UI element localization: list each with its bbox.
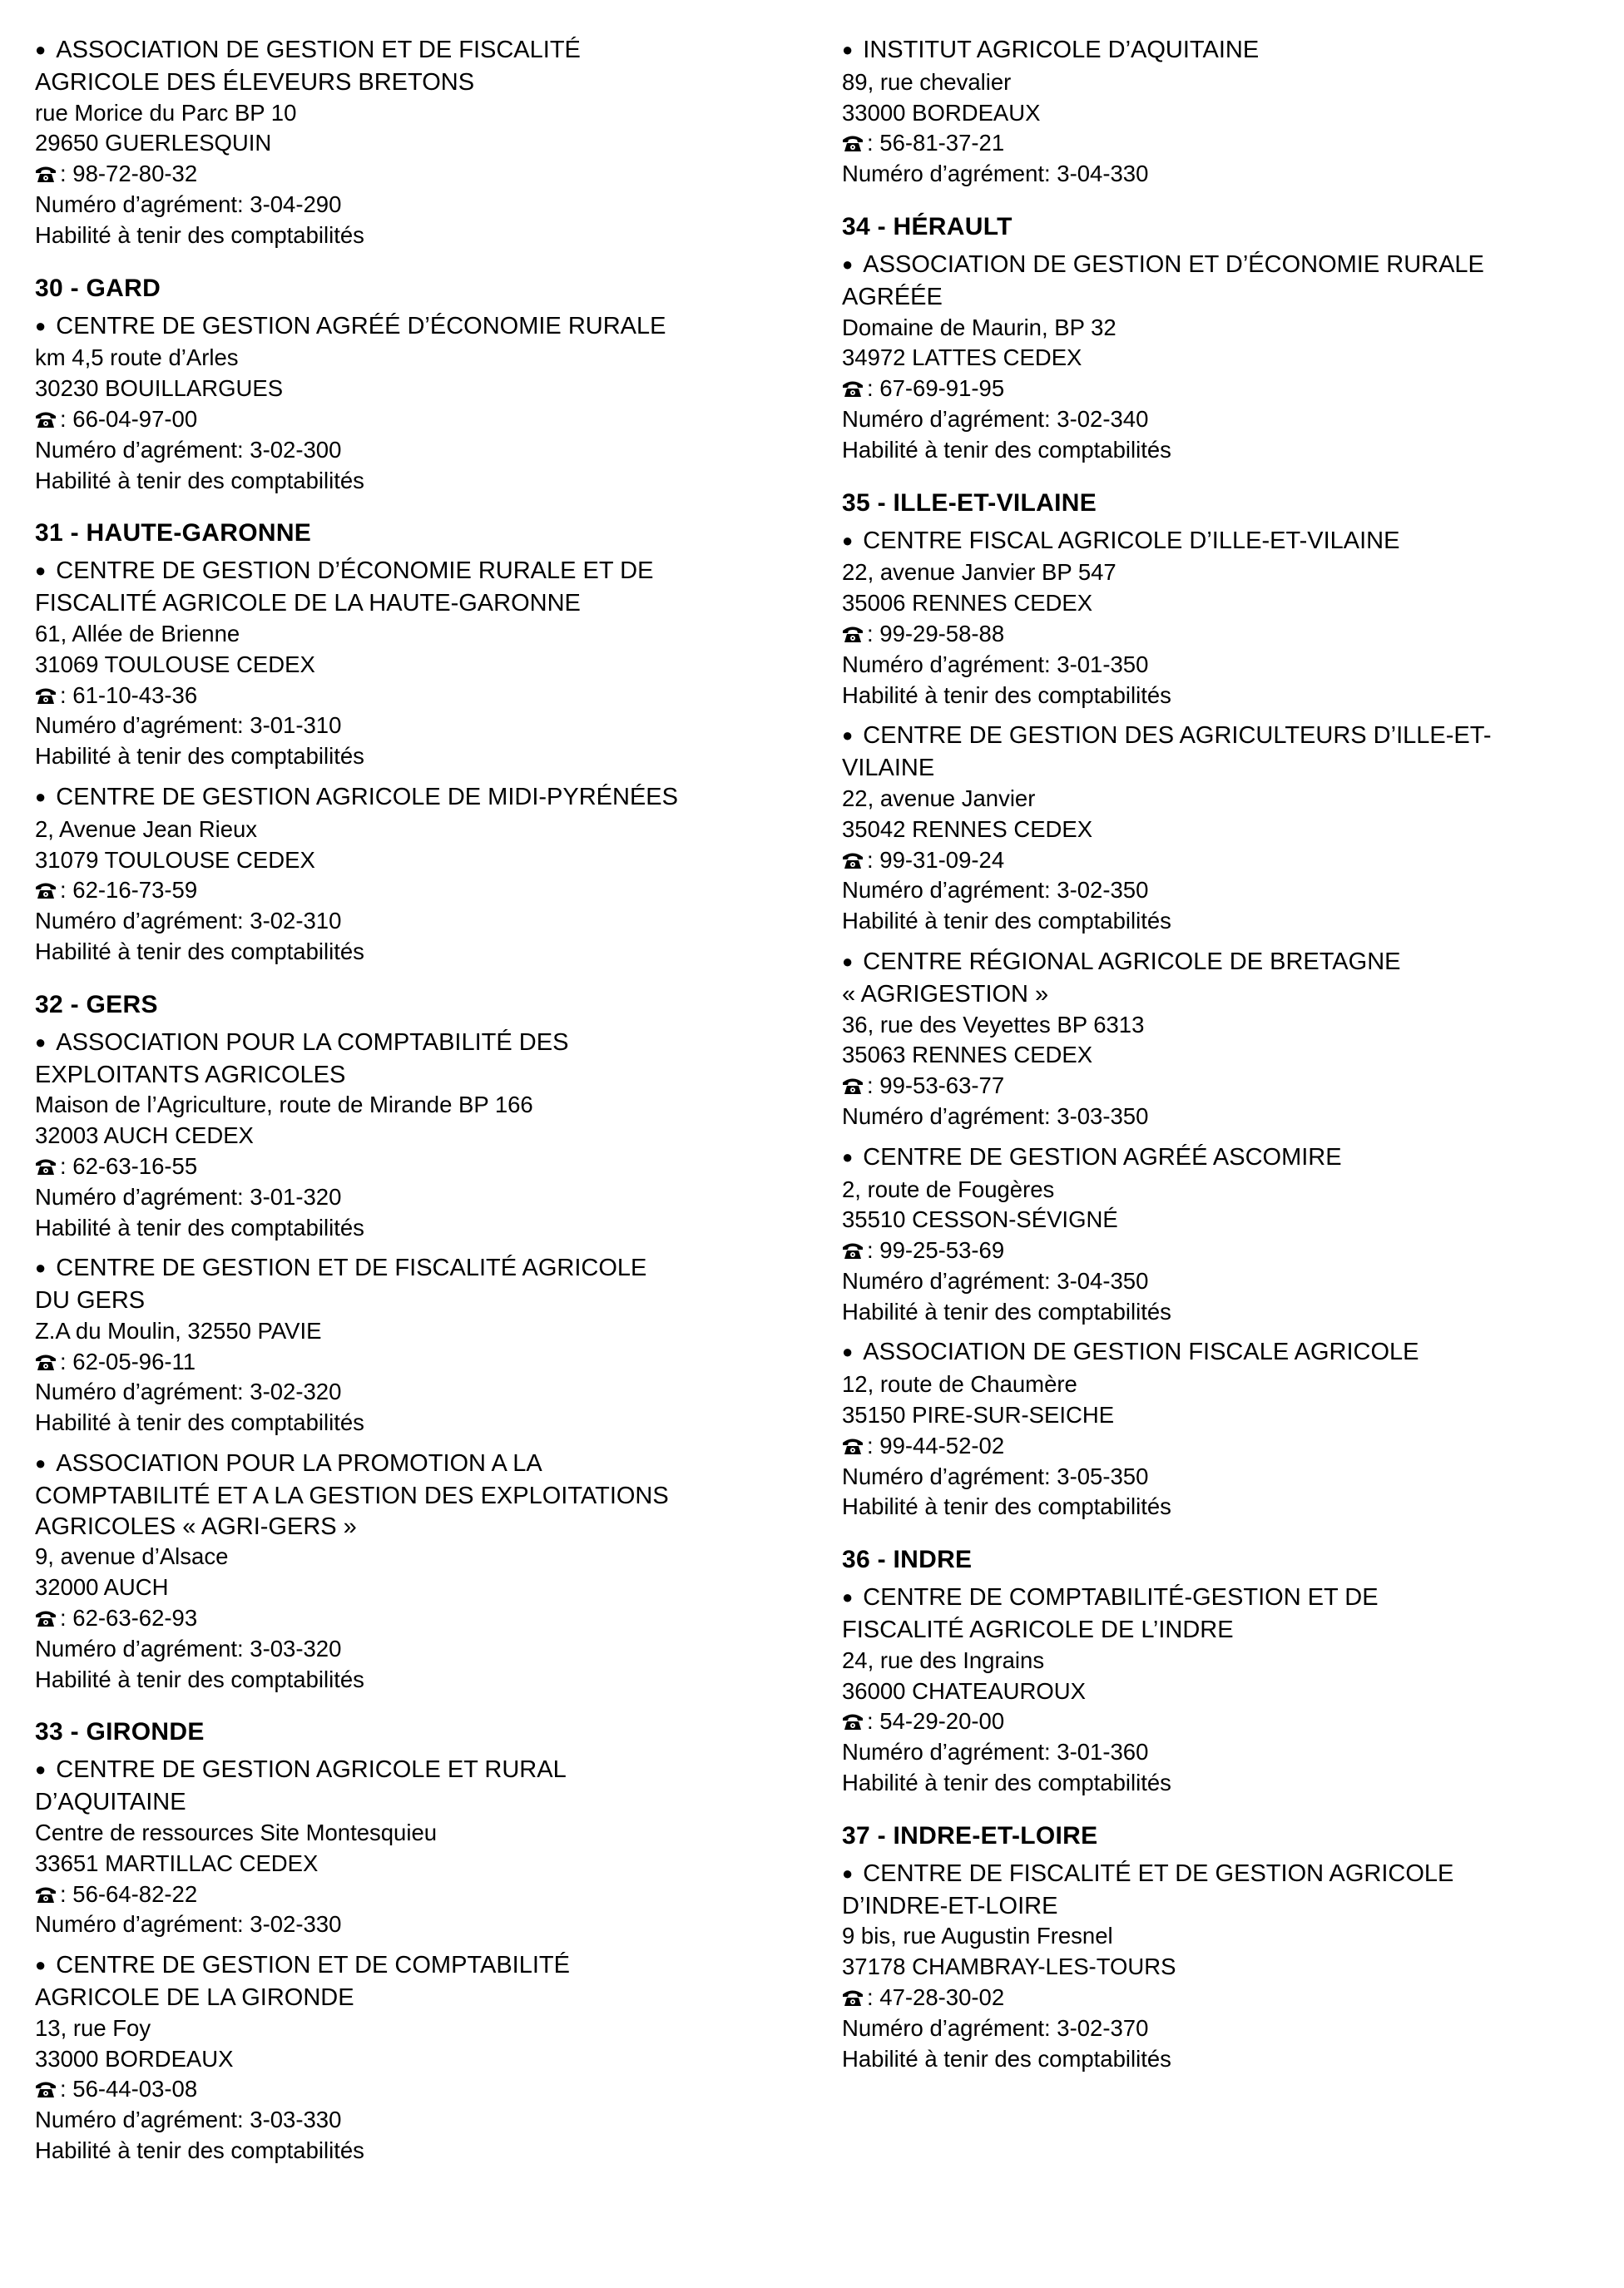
entry-address-line: 89, rue chevalier [842,68,1012,95]
phone-number: : 98-72-80-32 [60,161,198,187]
entry-name-line: ● CENTRE DE GESTION ET DE FISCALITÉ AGRICOLE [35,1253,834,1285]
telephone-icon [842,621,864,639]
listing-entry [842,1859,1624,2075]
entry-name-line: ● ASSOCIATION POUR LA COMPTABILITÉ DES [35,1028,834,1060]
entry-phone [842,845,1624,876]
phone-number: : 62-63-16-55 [60,1152,198,1179]
phone-number: : 99-25-53-69 [867,1237,1005,1264]
entry-name-line: ● CENTRE DE GESTION AGRICOLE DE MIDI-PYRÉNÉES [35,782,834,815]
telephone-icon [35,1881,57,1899]
department-heading: 30 - GARD [35,274,161,302]
listing-entry [35,35,834,251]
entry-phone [842,128,1624,159]
entry-habilitation: Habilité à tenir des comptabilités [35,938,364,964]
entry-address-line: 36000 CHATEAUROUX [842,1677,1086,1704]
listing-entry [842,721,1624,937]
entry-habilitation: Habilité à tenir des comptabilités [35,743,364,770]
entry-agrement-number: Numéro d’agrément: 3-02-300 [35,436,342,463]
entry-phone [35,404,834,435]
phone-number: : 99-53-63-77 [867,1072,1005,1099]
entry-name-line: ● CENTRE DE GESTION ET DE COMPTABILITÉ [35,1950,834,1983]
entry-name-line: ● CENTRE RÉGIONAL AGRICOLE DE BRETAGNE [842,947,1624,979]
listing-entry [842,947,1624,1132]
phone-number: : 66-04-97-00 [60,405,198,432]
entry-agrement-number: Numéro d’agrément: 3-03-350 [842,1102,1149,1129]
entry-phone [35,2074,834,2105]
department-heading: 31 - HAUTE-GARONNE [35,519,312,547]
entry-address-line: 35063 RENNES CEDEX [842,1042,1093,1068]
telephone-icon [35,1153,57,1171]
entry-address-line: 33000 BORDEAUX [842,99,1041,126]
entry-phone [842,1431,1624,1462]
phone-number: : 99-29-58-88 [867,620,1005,646]
entry-name-line: ● CENTRE DE GESTION D’ÉCONOMIE RURALE ET DE [35,556,834,588]
telephone-icon [35,406,57,424]
entry-agrement-number: Numéro d’agrément: 3-01-350 [842,651,1149,677]
phone-number: : 56-64-82-22 [60,1880,198,1907]
entry-name-line: « AGRIGESTION » [842,980,1049,1008]
entry-address-line: 32000 AUCH [35,1574,169,1601]
listing-entry [35,1950,834,2167]
entry-name-line: ● CENTRE DE FISCALITÉ ET DE GESTION AGRICOLE [842,1859,1624,1891]
entry-address-line: 22, avenue Janvier [842,785,1036,811]
listing-entry [35,1755,834,1940]
entry-habilitation: Habilité à tenir des comptabilités [842,1298,1171,1325]
listing-entry [35,556,834,772]
telephone-icon [35,1349,57,1367]
listing-entry [842,35,1624,190]
entry-address-line: 34972 LATTES CEDEX [842,344,1082,371]
entry-phone [35,1879,834,1910]
telephone-icon [35,682,57,701]
entry-phone [35,1347,834,1378]
entry-address-line: 30230 BOUILLARGUES [35,375,284,402]
telephone-icon [35,1605,57,1623]
entry-name-line: AGRÉÉE [842,283,943,310]
entry-agrement-number: Numéro d’agrément: 3-01-310 [35,712,342,739]
entry-name-line: ● ASSOCIATION DE GESTION ET DE FISCALITÉ [35,35,834,67]
entry-name-line: ● ASSOCIATION POUR LA PROMOTION A LA [35,1449,834,1481]
entry-address-line: Z.A du Moulin, 32550 PAVIE [35,1317,322,1344]
entry-name-line: ● CENTRE DE GESTION DES AGRICULTEURS D’ILLE-ET- [842,721,1624,753]
right-column [842,35,1624,2084]
entry-address-line: 2, route de Fougères [842,1176,1055,1202]
entry-name-line: D’AQUITAINE [35,1789,186,1816]
entry-address-line: 13, rue Foy [35,2014,151,2041]
entry-habilitation: Habilité à tenir des comptabilités [35,1666,364,1692]
entry-habilitation: Habilité à tenir des comptabilités [842,1770,1171,1796]
entry-phone [35,875,834,906]
entry-name-line: ● ASSOCIATION DE GESTION FISCALE AGRICOLE [842,1337,1624,1369]
telephone-icon [842,375,864,394]
entry-habilitation: Habilité à tenir des comptabilités [842,908,1171,934]
phone-number: : 62-16-73-59 [60,877,198,904]
entry-address-line: 35510 CESSON-SÉVIGNÉ [842,1206,1118,1233]
entry-name-line: EXPLOITANTS AGRICOLES [35,1061,346,1088]
entry-name-line: ● CENTRE FISCAL AGRICOLE D’ILLE-ET-VILAINE [842,526,1624,558]
entry-agrement-number: Numéro d’agrément: 3-04-350 [842,1267,1149,1294]
department-heading: 33 - GIRONDE [35,1718,205,1746]
entry-phone [842,1236,1624,1266]
left-column [35,35,834,2177]
entry-address-line: 36, rue des Veyettes BP 6313 [842,1011,1145,1038]
entry-agrement-number: Numéro d’agrément: 3-02-330 [35,1911,342,1938]
phone-number: : 99-44-52-02 [867,1432,1005,1458]
entry-habilitation: Habilité à tenir des comptabilités [842,681,1171,708]
telephone-icon [842,1237,864,1255]
entry-phone [35,159,834,190]
entry-phone [35,1151,834,1182]
entry-address-line: 24, rue des Ingrains [842,1647,1045,1673]
entry-agrement-number: Numéro d’agrément: 3-04-290 [35,191,342,217]
listing-entry [842,250,1624,466]
listing-entry [842,1142,1624,1328]
telephone-icon [842,1072,864,1091]
entry-agrement-number: Numéro d’agrément: 3-02-350 [842,877,1149,904]
entry-phone [842,619,1624,650]
entry-address-line: 61, Allée de Brienne [35,620,240,646]
entry-address-line: rue Morice du Parc BP 10 [35,99,297,126]
entry-address-line: 9 bis, rue Augustin Fresnel [842,1923,1113,1949]
entry-name-line: COMPTABILITÉ ET A LA GESTION DES EXPLOITATIONS [35,1482,669,1509]
entry-agrement-number: Numéro d’agrément: 3-04-330 [842,161,1149,187]
entry-name-line: ● INSTITUT AGRICOLE D’AQUITAINE [842,35,1624,67]
entry-address-line: 32003 AUCH CEDEX [35,1122,254,1149]
entry-agrement-number: Numéro d’agrément: 3-02-340 [842,405,1149,432]
phone-number: : 67-69-91-95 [867,375,1005,402]
listing-entry [35,311,834,497]
entry-address-line: Centre de ressources Site Montesquieu [35,1820,438,1846]
department-heading: 32 - GERS [35,990,158,1018]
entry-name-line: DU GERS [35,1287,146,1315]
entry-habilitation: Habilité à tenir des comptabilités [35,1409,364,1436]
entry-name-line: AGRICOLES « AGRI-GERS » [35,1513,357,1540]
listing-entry [35,1253,834,1439]
entry-phone [842,1983,1624,2013]
phone-number: : 99-31-09-24 [867,846,1005,873]
entry-agrement-number: Numéro d’agrément: 3-02-370 [842,2014,1149,2041]
entry-name-line: AGRICOLE DES ÉLEVEURS BRETONS [35,68,475,96]
department-heading: 34 - HÉRAULT [842,212,1013,240]
entry-address-line: 33000 BORDEAUX [35,2045,234,2072]
telephone-icon [842,1708,864,1726]
entry-address-line: 35150 PIRE-SUR-SEICHE [842,1402,1115,1429]
entry-address-line: 35006 RENNES CEDEX [842,590,1093,617]
entry-agrement-number: Numéro d’agrément: 3-03-330 [35,2107,342,2133]
entry-address-line: 12, route de Chaumère [842,1371,1077,1398]
entry-name-line: ● ASSOCIATION DE GESTION ET D’ÉCONOMIE RURALE [842,250,1624,282]
telephone-icon [35,161,57,179]
entry-habilitation: Habilité à tenir des comptabilités [35,221,364,248]
telephone-icon [842,1984,864,2003]
entry-name-line: AGRICOLE DE LA GIRONDE [35,1984,354,2012]
department-heading: 36 - INDRE [842,1546,973,1574]
entry-address-line: Maison de l’Agriculture, route de Mirande BP 166 [35,1092,533,1118]
listing-entry [35,1449,834,1695]
listing-entry [842,526,1624,711]
phone-number: : 56-44-03-08 [60,2076,198,2102]
entry-habilitation: Habilité à tenir des comptabilités [842,2045,1171,2072]
entry-address-line: 2, Avenue Jean Rieux [35,815,258,842]
telephone-icon [842,1433,864,1451]
entry-habilitation: Habilité à tenir des comptabilités [842,436,1171,463]
entry-address-line: Domaine de Maurin, BP 32 [842,314,1116,340]
listing-entry [35,1028,834,1244]
entry-name-line: ● CENTRE DE GESTION AGRÉÉ ASCOMIRE [842,1142,1624,1175]
entry-address-line: 31079 TOULOUSE CEDEX [35,846,315,873]
entry-name-line: ● CENTRE DE GESTION AGRICOLE ET RURAL [35,1755,834,1787]
phone-number: : 54-29-20-00 [867,1708,1005,1735]
department-heading: 35 - ILLE-ET-VILAINE [842,488,1097,517]
entry-name-line: ● CENTRE DE COMPTABILITÉ-GESTION ET DE [842,1582,1624,1615]
entry-habilitation: Habilité à tenir des comptabilités [35,2137,364,2164]
entry-agrement-number: Numéro d’agrément: 3-01-320 [35,1183,342,1210]
telephone-icon [35,877,57,895]
entry-phone [842,374,1624,404]
listing-entry [842,1337,1624,1523]
phone-number: : 47-28-30-02 [867,1984,1005,2011]
entry-address-line: km 4,5 route d’Arles [35,344,239,371]
entry-habilitation: Habilité à tenir des comptabilités [35,467,364,493]
entry-agrement-number: Numéro d’agrément: 3-03-320 [35,1635,342,1662]
entry-name-line: FISCALITÉ AGRICOLE DE LA HAUTE-GARONNE [35,590,581,617]
phone-number: : 56-81-37-21 [867,130,1005,156]
entry-phone [35,1603,834,1634]
entry-agrement-number: Numéro d’agrément: 3-02-310 [35,908,342,934]
entry-agrement-number: Numéro d’agrément: 3-01-360 [842,1739,1149,1766]
listing-entry [35,782,834,968]
listing-entry [842,1582,1624,1799]
entry-address-line: 22, avenue Janvier BP 547 [842,559,1116,586]
entry-name-line: FISCALITÉ AGRICOLE DE L’INDRE [842,1617,1234,1644]
entry-phone [35,681,834,711]
entry-address-line: 29650 GUERLESQUIN [35,130,272,156]
entry-phone [842,1071,1624,1102]
phone-number: : 62-05-96-11 [60,1348,196,1374]
entry-address-line: 33651 MARTILLAC CEDEX [35,1850,319,1876]
entry-phone [842,1706,1624,1737]
entry-address-line: 37178 CHAMBRAY-LES-TOURS [842,1954,1176,1980]
entry-address-line: 9, avenue d’Alsace [35,1543,229,1570]
entry-agrement-number: Numéro d’agrément: 3-02-320 [35,1379,342,1405]
department-heading: 37 - INDRE-ET-LOIRE [842,1821,1098,1850]
entry-habilitation: Habilité à tenir des comptabilités [35,1214,364,1241]
entry-address-line: 31069 TOULOUSE CEDEX [35,651,315,677]
phone-number: : 62-63-62-93 [60,1605,198,1632]
entry-name-line: D’INDRE-ET-LOIRE [842,1892,1058,1919]
entry-agrement-number: Numéro d’agrément: 3-05-350 [842,1463,1149,1489]
entry-name-line: ● CENTRE DE GESTION AGRÉÉ D’ÉCONOMIE RURALE [35,311,834,344]
telephone-icon [842,847,864,865]
telephone-icon [842,130,864,148]
entry-name-line: VILAINE [842,755,935,782]
entry-address-line: 35042 RENNES CEDEX [842,815,1093,842]
telephone-icon [35,2076,57,2094]
phone-number: : 61-10-43-36 [60,681,198,708]
entry-habilitation: Habilité à tenir des comptabilités [842,1493,1171,1520]
